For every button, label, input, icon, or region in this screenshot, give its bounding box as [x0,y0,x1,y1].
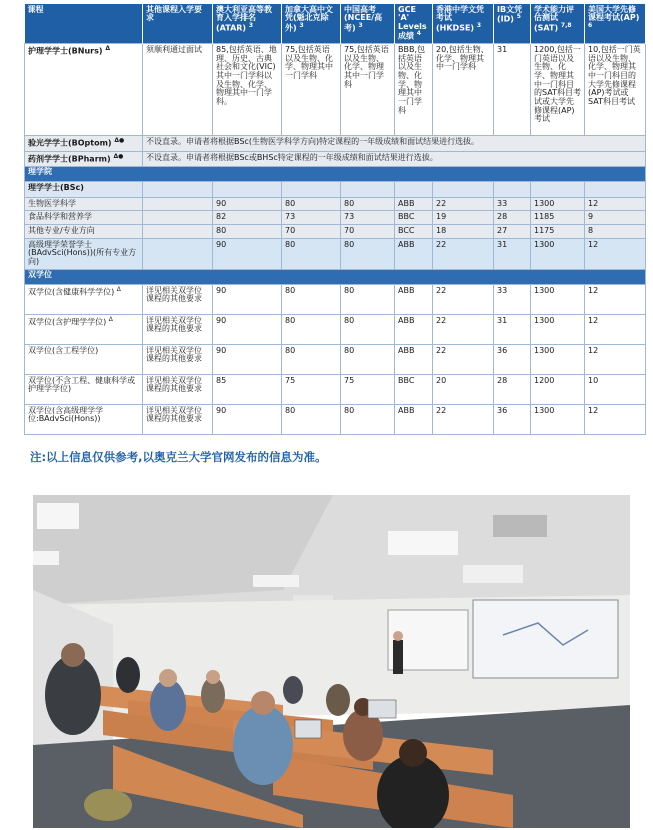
course-name: 生物医学科学 [25,197,143,211]
ceiling-vent [493,515,547,537]
cell-sat: 1300 [531,314,585,344]
cell-alevel: BCC [395,225,433,239]
table-row [25,314,646,344]
table-row [25,136,646,151]
cell-ib: 33 [494,197,531,211]
cell-ncee: 80 [341,404,395,434]
table-row [25,284,646,314]
cell-ncee: 70 [341,225,395,239]
cell-alevel: ABB [395,238,433,269]
col-header-ap: 美国大学先修课程考试(AP) $^6$ [585,4,646,44]
course-name: 高级理学荣誉学士(BAdvSci(Hons))(所有专业方向) [25,238,143,269]
ceiling-light [33,551,59,565]
table-row [25,44,646,136]
cell-other-req [143,211,213,225]
col-header-other-req: 其他课程入学要求 [143,4,213,44]
backpack [84,789,132,821]
cell-canada: 80 [282,284,341,314]
cell-hkdse: 18 [433,225,494,239]
subsection-header-bsc [25,181,646,197]
col-header-sat: 学术能力评估测试(SAT) $^{7,8}$ [531,4,585,44]
lecturer [393,640,403,674]
cell-hkdse: 19 [433,211,494,225]
cell-sat: 1200 [531,374,585,404]
cell-hkdse: 22 [433,314,494,344]
cell-atar: 90 [213,314,282,344]
cell-ncee: 80 [341,238,395,269]
cell-ap: 12 [585,197,646,211]
cell-sat: 1300 [531,284,585,314]
cell-other-req [143,238,213,269]
cell-canada: 80 [282,404,341,434]
ceiling-light [253,575,299,587]
table-row [25,225,646,239]
cell-atar: 90 [213,238,282,269]
cell-other-req: 详见相关双学位课程的其他要求 [143,344,213,374]
cell-atar: 80 [213,225,282,239]
cell-ib: 28 [494,211,531,225]
table-row [25,151,646,166]
cell-sat: 1200,包括一门英语以及生物、化学、物理其中一门科目的SAT科目考试或大学先修课程(AP)考试 [531,44,585,136]
cell-alevel: ABB [395,197,433,211]
cell-sat: 1185 [531,211,585,225]
disclaimer-note: 注:以上信息仅供参考,以奥克兰大学官网发布的信息为准。 [30,450,327,464]
cell-other-req: 详见相关双学位课程的其他要求 [143,404,213,434]
cell-alevel: ABB [395,314,433,344]
cell-ap: 9 [585,211,646,225]
laptop [295,720,321,738]
cell-canada: 80 [282,314,341,344]
cell-atar: 90 [213,344,282,374]
cell-other-req: 详见相关双学位课程的其他要求 [143,374,213,404]
cell-alevel: BBB,包括英语以及生物、化学、物理其中一门学科 [395,44,433,136]
course-name: 其他专业/专业方向 [25,225,143,239]
cell-hkdse: 22 [433,404,494,434]
col-header-canada: 加拿大高中文凭(魁北克除外) $^3$ [282,4,341,44]
cell-note: 不设直录。申请者将根据BSc(生物医学科学方向)特定课程的一年级成绩和面试结果进行选拔。 [143,136,646,151]
table-row [25,344,646,374]
cell-sat: 1300 [531,344,585,374]
section-label: 双学位 [25,269,646,284]
cell-ap: 8 [585,225,646,239]
cell-other-req: 须顺利通过面试 [143,44,213,136]
cell-hkdse: 22 [433,344,494,374]
cell-sat: 1300 [531,238,585,269]
cell-ncee: 73 [341,211,395,225]
cell-ncee: 75 [341,374,395,404]
cell-ap: 12 [585,314,646,344]
cell-alevel: BBC [395,374,433,404]
cell-ap: 10 [585,374,646,404]
table-row [25,211,646,225]
col-header-atar: 澳大利亚高等教育入学排名(ATAR) $^3$ [213,4,282,44]
cell-atar: 90 [213,197,282,211]
cell-ap: 12 [585,238,646,269]
cell-ncee: 80 [341,344,395,374]
section-header-science [25,166,646,181]
cell-atar: 90 [213,404,282,434]
cell-ib: 27 [494,225,531,239]
cell-alevel: ABB [395,284,433,314]
projector [463,565,523,583]
cell-canada: 73 [282,211,341,225]
cell-ib: 31 [494,44,531,136]
cell-other-req: 详见相关双学位课程的其他要求 [143,284,213,314]
course-name: 双学位(不含工程、健康科学或护理学学位) [25,374,143,404]
cell-ncee: 75,包括英语以及生物、化学、物理其中一门学科 [341,44,395,136]
cell-atar: 90 [213,284,282,314]
cell-other-req [143,197,213,211]
cell-ib: 28 [494,374,531,404]
cell-alevel: ABB [395,344,433,374]
cell-hkdse: 22 [433,284,494,314]
cell-other-req [143,225,213,239]
table-row [25,238,646,269]
course-name: 护理学学士(BNurs) $^\Delta$ [25,44,143,136]
cell-atar: 85,包括英语、地理、历史、古典社会和文化(VIC)其中一门学科以及生物、化学、物理其中一门学科。 [213,44,282,136]
cell-sat: 1175 [531,225,585,239]
col-header-alevel: GCE 'A' Levels 成绩 $^4$ [395,4,433,44]
course-name: 双学位(含护理学学位) $^\Delta$ [25,314,143,344]
cell-alevel: ABB [395,404,433,434]
subsection-label: 理学学士(BSc) [25,181,143,197]
cell-alevel: BBC [395,211,433,225]
entry-requirements-table [24,4,646,435]
cell-atar: 85 [213,374,282,404]
cell-ap: 10,包括一门英语以及生物、化学、物理其中一门科目的大学先修课程(AP)考试或SAT科目考试 [585,44,646,136]
cell-ncee: 80 [341,284,395,314]
cell-ib: 36 [494,344,531,374]
section-label: 理学院 [25,166,646,181]
cell-ap: 12 [585,404,646,434]
col-header-hkdse: 香港中学文凭考试(HKDSE) $^3$ [433,4,494,44]
cell-canada: 80 [282,197,341,211]
course-name: 药剂学学士(BPharm) $^{\Delta●}$ [25,151,143,166]
cell-ncee: 80 [341,314,395,344]
lecture-room-photo [33,495,630,828]
cell-hkdse: 20,包括生物、化学、物理其中一门学科 [433,44,494,136]
cell-other-req: 详见相关双学位课程的其他要求 [143,314,213,344]
cell-sat: 1300 [531,404,585,434]
cell-hkdse: 22 [433,238,494,269]
cell-canada: 75 [282,374,341,404]
cell-canada: 80 [282,344,341,374]
section-header-double-degree [25,269,646,284]
cell-note: 不设直录。申请者将根据BSc或BHSc特定课程的一年级成绩和面试结果进行选拔。 [143,151,646,166]
cell-ap: 12 [585,284,646,314]
cell-sat: 1300 [531,197,585,211]
cell-canada: 80 [282,238,341,269]
cell-hkdse: 20 [433,374,494,404]
cell-canada: 75,包括英语以及生物、化学、物理其中一门学科 [282,44,341,136]
cell-ap: 12 [585,344,646,374]
table-header-row [25,4,646,44]
cell-atar: 82 [213,211,282,225]
col-header-course: 课程 [25,4,143,44]
course-name: 验光学学士(BOptom) $^{\Delta●}$ [25,136,143,151]
course-name: 双学位(含高级理学学位:BAdvSci(Hons)) [25,404,143,434]
cell-hkdse: 22 [433,197,494,211]
table-row [25,374,646,404]
table-row [25,404,646,434]
table-row [25,197,646,211]
cell-ib: 31 [494,314,531,344]
projection-screen [473,600,618,678]
cell-ib: 36 [494,404,531,434]
course-name: 双学位(含健康科学学位) $^\Delta$ [25,284,143,314]
cell-ib: 31 [494,238,531,269]
col-header-ncee: 中国高考(NCEE/高考) $^3$ [341,4,395,44]
cell-canada: 70 [282,225,341,239]
laptop [368,700,396,718]
course-name: 食品科学和营养学 [25,211,143,225]
ceiling-light [388,531,458,555]
ceiling-light [37,503,79,529]
cell-ib: 33 [494,284,531,314]
col-header-ib: IB文凭(ID) $^5$ [494,4,531,44]
cell-ncee: 80 [341,197,395,211]
course-name: 双学位(含工程学位) [25,344,143,374]
